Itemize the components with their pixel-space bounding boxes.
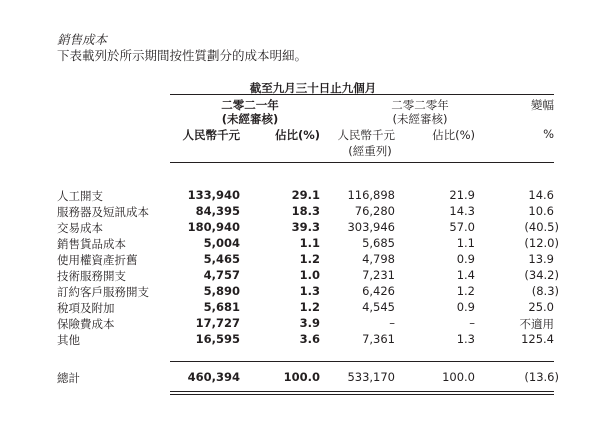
percent-2021: 1.3 (299, 284, 320, 298)
table-row (0, 252, 600, 268)
total-change-percent: (13.6) (524, 370, 559, 384)
percent-2020: 0.9 (456, 252, 475, 266)
percent-2021: 1.1 (299, 236, 320, 250)
table-row (0, 316, 600, 332)
rmb-thousand-2020: 人民幣千元 (337, 128, 395, 142)
percent-2020: 57.0 (449, 220, 475, 234)
header-rule-top (170, 94, 554, 95)
table-row (0, 284, 600, 300)
change-percent: 10.6 (528, 204, 554, 218)
change-percent: 25.0 (528, 300, 554, 314)
section-title: 銷售成本 (57, 32, 108, 47)
year-2021-heading: 二零二一年 (221, 98, 279, 112)
percent-2021: 1.2 (299, 300, 320, 314)
year-2020-heading: 二零二零年 (391, 98, 449, 112)
row-label: 交易成本 (57, 221, 103, 235)
change-percent: 13.9 (528, 252, 554, 266)
amount-2021: 5,890 (203, 284, 240, 298)
amount-2020: 5,685 (362, 236, 395, 250)
total-rule-top (170, 361, 554, 362)
percent-2020: 21.9 (449, 188, 475, 202)
amount-2020: 7,361 (362, 332, 395, 346)
amount-2021: 133,940 (187, 188, 240, 202)
amount-2021: 180,940 (187, 220, 240, 234)
row-label: 其他 (57, 333, 80, 347)
restated-2020: (經重列) (348, 144, 392, 158)
amount-2020: 4,798 (362, 252, 395, 266)
percent-2021: 3.9 (299, 316, 320, 330)
table-row (0, 204, 600, 220)
amount-2020: 116,898 (347, 188, 395, 202)
percent-2020: 14.3 (449, 204, 475, 218)
table-row (0, 332, 600, 348)
amount-2020: – (389, 316, 395, 330)
percent-2020: 0.9 (456, 300, 475, 314)
row-label: 保險費成本 (57, 317, 115, 331)
period-heading: 截至九月三十日止九個月 (249, 81, 377, 95)
row-label: 銷售貨品成本 (57, 237, 126, 251)
percent-2020: 1.3 (456, 332, 475, 346)
percent-2021: 1.2 (299, 252, 320, 266)
total-percent-2020: 100.0 (442, 370, 475, 384)
row-label: 技術服務開支 (57, 269, 126, 283)
amount-2020: 76,280 (354, 204, 395, 218)
amount-2021: 5,465 (203, 252, 240, 266)
total-amount-2020: 533,170 (347, 370, 395, 384)
table-row (0, 220, 600, 236)
amount-2021: 4,757 (203, 268, 240, 282)
row-label: 服務器及短訊成本 (57, 205, 149, 219)
percent-2020: 1.1 (456, 236, 475, 250)
row-label: 人工開支 (57, 189, 103, 203)
total-rule-bottom (170, 391, 554, 392)
percent-2021: 3.6 (299, 332, 320, 346)
total-rule-double (170, 394, 554, 395)
pct-2021-heading: 佔比(%) (274, 128, 320, 142)
table-row (0, 268, 600, 284)
percent-2021: 1.0 (299, 268, 320, 282)
amount-2020: 7,231 (362, 268, 395, 282)
intro-text: 下表載列於所示期間按性質劃分的成本明細。 (57, 48, 308, 63)
total-percent-2021: 100.0 (283, 370, 320, 384)
percent-2021: 39.3 (291, 220, 320, 234)
unaudited-2020: (未經審核) (392, 112, 448, 126)
row-label: 稅項及附加 (57, 301, 115, 315)
amount-2020: 303,946 (347, 220, 395, 234)
pct-change-heading: % (543, 127, 554, 141)
percent-2021: 18.3 (291, 204, 320, 218)
amount-2021: 16,595 (195, 332, 240, 346)
table-row (0, 300, 600, 316)
change-percent: 不適用 (519, 317, 554, 331)
amount-2020: 6,426 (362, 284, 395, 298)
rmb-thousand-2021: 人民幣千元 (182, 128, 240, 142)
percent-2021: 29.1 (291, 188, 320, 202)
percent-2020: – (469, 316, 475, 330)
total-label: 總計 (57, 371, 80, 385)
amount-2021: 84,395 (195, 204, 240, 218)
change-percent: (34.2) (524, 268, 559, 282)
change-percent: 125.4 (521, 332, 554, 346)
percent-2020: 1.4 (456, 268, 475, 282)
unaudited-2021: (未經審核) (221, 112, 279, 126)
row-label: 使用權資產折舊 (57, 253, 138, 267)
table-row (0, 188, 600, 204)
change-percent: (40.5) (524, 220, 559, 234)
amount-2021: 5,681 (203, 300, 240, 314)
pct-2020-heading: 佔比(%) (432, 128, 475, 142)
change-heading: 變幅 (531, 98, 554, 112)
header-rule-bottom (170, 162, 554, 163)
amount-2020: 4,545 (362, 300, 395, 314)
row-label: 訂約客戶服務開支 (57, 285, 149, 299)
amount-2021: 5,004 (203, 236, 240, 250)
total-amount-2021: 460,394 (187, 370, 240, 384)
change-percent: (12.0) (524, 236, 559, 250)
percent-2020: 1.2 (456, 284, 475, 298)
change-percent: 14.6 (528, 188, 554, 202)
change-percent: (8.3) (531, 284, 559, 298)
total-row (0, 370, 600, 386)
table-row (0, 236, 600, 252)
amount-2021: 17,727 (195, 316, 240, 330)
